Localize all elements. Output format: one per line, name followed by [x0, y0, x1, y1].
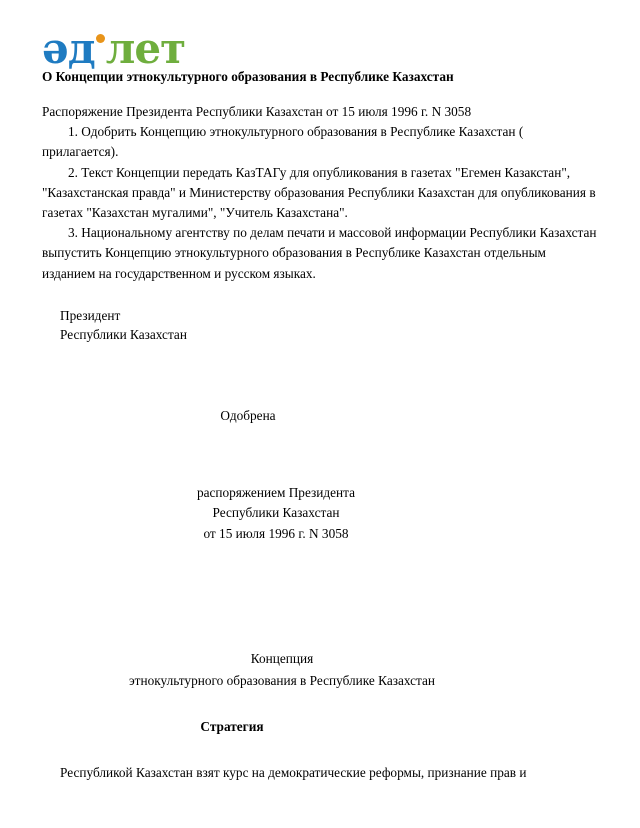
logo-dot-icon: [96, 34, 105, 43]
logo-text-second: д: [67, 24, 95, 73]
logo-text-third: лет: [105, 24, 186, 73]
approval-ref-line-1: распоряжением Президента: [196, 484, 356, 500]
concept-heading-line-1: Концепция: [250, 651, 314, 667]
section-heading-strategy: Стратегия: [200, 718, 264, 734]
page-title: О Концепции этнокультурного образования в Республике Казахстан: [42, 69, 454, 84]
document-body: [42, 68, 598, 783]
document-item-3: 3. Национальному агентству по делам печати и массовой информации Республики Казахстан выпустить Концепцию этнокультурного образования в Республике Казахстан отдельным изданием на государственном и русском языках.: [42, 225, 597, 281]
approval-ref-line-3: от 15 июля 1996 г. N 3058: [203, 525, 349, 541]
approval-ref-line-2: Республики Казахстан: [212, 505, 340, 521]
approval-word: Одобрена: [220, 408, 276, 424]
document-item-2: 2. Текст Концепции передать КазТАГу для опубликования в газетах "Егемен Казакстан", "Казахстанская правда" и Министерству образования Республики Казахстан для опубликования в газетах "Казахстан мугалими", "Учитель Казахстана".: [42, 164, 596, 220]
concept-first-paragraph: Республикой Казахстан взят курс на демократические реформы, признание прав и: [60, 765, 527, 781]
signature-line-1: Президент: [60, 307, 121, 323]
adilet-logo[interactable]: [42, 24, 186, 73]
approval-reference: [126, 483, 426, 545]
logo-text-first: ә: [42, 24, 68, 73]
site-logo[interactable]: [42, 0, 598, 73]
concept-heading: [82, 648, 482, 691]
signature-line-2: Республики Казахстан: [60, 327, 187, 343]
concept-heading-line-2: этнокультурного образования в Республике Казахстан: [128, 672, 436, 688]
document-subtitle: Распоряжение Президента Республики Казахстан от 15 июля 1996 г. N 3058: [42, 103, 472, 119]
signature-block: [60, 306, 598, 345]
document-item-1: 1. Одобрить Концепцию этнокультурного образования в Республике Казахстан ( прилагается).: [42, 124, 524, 160]
